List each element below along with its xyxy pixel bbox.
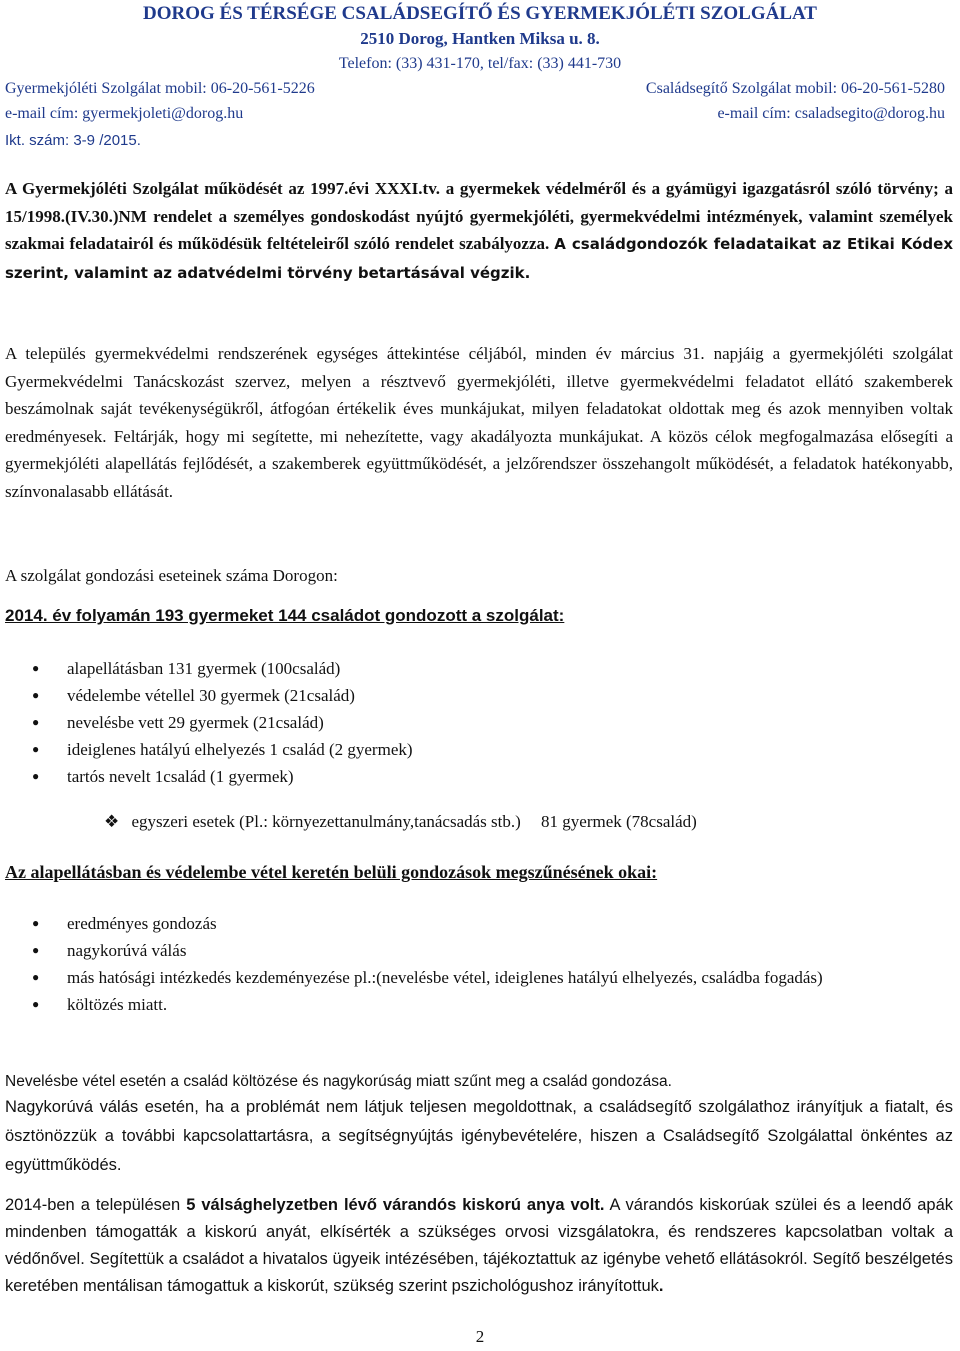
pregnancy-end: .: [658, 1277, 664, 1295]
gyermekjoleti-email: e-mail cím: gyermekjoleti@dorog.hu: [5, 105, 244, 122]
intro-paragraph: A település gyermekvédelmi rendszerének egységes áttekintése céljából, minden év március 31. napjáig a gyermekjóléti szolgálat Gyermekvédelmi Tanácskozást szervez, melyen a résztvevő gyermekjóléti, illetve gyermekvédelmi feladatot ellátó szakemberek beszámolnak saját tevékenységükről, átfogóan értékelik éves munkájukat, milyen feladatokat oldottak meg és azok mennyiben voltak eredményesek. Feltárják, hogy mi segítette, mi nehezítette, vagy akadályozta munkájukat. A közös célok megfogalmazása elősegíti a gyermekjóléti alapellátás fejlődését, a szakemberek együttműködését, a jelzőrendszer összehangolt működését, a feladatok hatékonyabb, színvonalasabb ellátását.: [5, 344, 953, 501]
list-item: ● eredményes gondozás: [0, 910, 955, 937]
year-heading: 2014. év folyamán 193 gyermeket 144 családot gondozott a szolgálat:: [5, 606, 565, 625]
law-paragraph: [5, 175, 953, 287]
list-item: ● költözés miatt.: [0, 991, 955, 1018]
gyermekjoleti-mobile: Gyermekjóléti Szolgálat mobil: 06-20-561-5226: [5, 80, 315, 97]
reference-number: Ikt. szám: 3-9 /2015.: [5, 132, 141, 149]
institution-telephone: Telefon: (33) 431-170, tel/fax: (33) 441-730: [338, 55, 622, 72]
law-paragraph-part2: A családgondozók feladataikat az Etikai Kódex szerint, valamint az adatvédelmi törvény betartásával végzik.: [5, 235, 954, 282]
pregnancy-lead: 2014-ben a településen: [5, 1196, 187, 1214]
nagykoru-paragraph: Nagykorúvá válás esetén, ha a problémát nem látjuk teljesen megoldottnak, a családsegítő szolgálathoz irányítjuk a fiatalt, és ösztönözzük a további kapcsolattartásra, a segítségnyújtás igénybevételére, hiszen a Családsegítő Szolgálattal önkéntes az együttműködés.: [5, 1098, 953, 1174]
email-row: [5, 103, 945, 125]
law-paragraph-part1: A Gyermekjóléti Szolgálat működését az 1997.évi XXXI.tv. a gyermekek védelméről és a gyámügyi igazgatásról szóló törvény; a 15/1998.(IV.30.)NM rendelet a személyes gondoskodást nyújtó gyermekjóléti, gyermekvédelmi intézmények, valamint személyek szakmai feladatairól és működésük feltételeiről szóló rendelet szabályozza.: [5, 179, 953, 253]
neveles-paragraph: Nevelésbe vétel esetén a család költözése és nagykorúság miatt szűnt meg a család gondozása.: [5, 1073, 672, 1090]
one-off-cases-label: egyszeri esetek (Pl.: környezettanulmány,tanácsadás stb.): [131, 812, 521, 831]
cases-label: A szolgálat gondozási eseteinek száma Dorogon:: [5, 566, 338, 585]
page-number: 2: [475, 1327, 485, 1346]
termination-heading: Az alapellátásban és védelembe vétel keretén belüli gondozások megszűnésének okai:: [5, 862, 658, 882]
csaladsegito-mobile: Családsegítő Szolgálat mobil: 06-20-561-5280: [645, 80, 945, 97]
one-off-cases: [104, 812, 697, 832]
one-off-cases-value: 81 gyermek (78család): [541, 812, 697, 831]
list-item: ● tartós nevelt 1család (1 gyermek): [0, 763, 880, 790]
list-item: ● alapellátásban 131 gyermek (100család): [0, 655, 880, 682]
case-list: [0, 655, 880, 790]
list-item: ● védelembe vétellel 30 gyermek (21család): [0, 682, 880, 709]
csaladsegito-email: e-mail cím: csaladsegito@dorog.hu: [717, 105, 945, 122]
list-item: ● ideiglenes hatályú elhelyezés 1 család (2 gyermek): [0, 736, 880, 763]
mobile-row: [5, 78, 945, 100]
diamond-bullet-icon: ❖: [104, 812, 120, 831]
pregnancy-rest: A várandós kiskorúak szülei és a leendő apák mindenben támogatták a kiskorú anyát, elkísérték a szükséges orvosi vizsgálatokra, és rendszeres kapcsolatban voltak a védőnővel. Segítettük a családot a hivatalos ügyeik intézésében, tájékoztattuk az igénybe vehető ellátásokról. Segítő beszélgetés keretében mentálisan támogattuk a kiskorút, szükség szerint pszichológushoz irányítottuk: [5, 1196, 954, 1295]
list-item: ● nagykorúvá válás: [0, 937, 955, 964]
list-item: ● más hatósági intézkedés kezdeményezése pl.:(nevelésbe vétel, ideiglenes hatályú elhelyezés, családba fogadás): [0, 964, 955, 991]
institution-title: DOROG ÉS TÉRSÉGE CSALÁDSEGÍTŐ ÉS GYERMEKJÓLÉTI SZOLGÁLAT: [143, 3, 817, 24]
pregnancy-emphasis: 5 válsághelyzetben lévő várandós kiskorú anya volt.: [186, 1196, 605, 1214]
list-item: ● nevelésbe vett 29 gyermek (21család): [0, 709, 880, 736]
termination-list: [0, 910, 955, 1018]
institution-address: 2510 Dorog, Hantken Miksa u. 8.: [360, 29, 600, 48]
pregnancy-paragraph: [5, 1192, 953, 1300]
